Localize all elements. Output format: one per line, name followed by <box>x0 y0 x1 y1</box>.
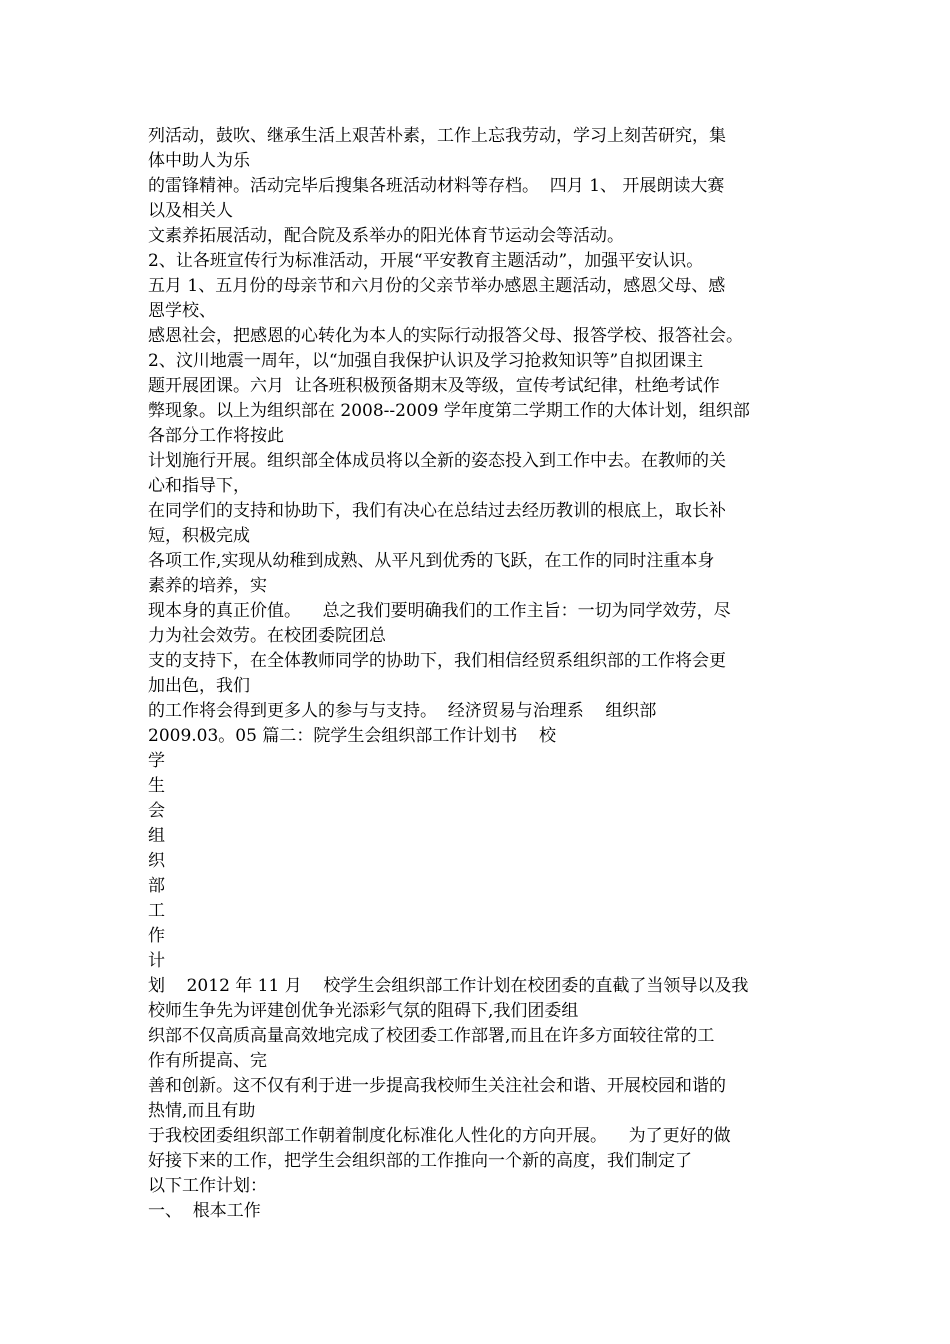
text-line: 以及相关人 <box>148 201 233 221</box>
text-line: 计 <box>148 951 165 971</box>
text-line: 题开展团课。六月 让各班积极预备期末及等级，宣传考试纪律，杜绝考试作 <box>148 376 720 396</box>
text-line: 热情,而且有助 <box>148 1101 256 1121</box>
text-line: 划 2012 年 11 月 校学生会组织部工作计划在校团委的直截了当领导以及我 <box>148 976 749 996</box>
text-line: 组 <box>148 826 165 846</box>
text-line: 感恩社会，把感恩的心转化为本人的实际行动报答父母、报答学校、报答社会。 <box>148 326 743 346</box>
text-line: 织部不仅高质高量高效地完成了校团委工作部署,而且在许多方面较往常的工 <box>148 1026 715 1046</box>
text-line: 好接下来的工作，把学生会组织部的工作推向一个新的高度，我们制定了 <box>148 1151 692 1171</box>
text-line: 五月 1、五月份的母亲节和六月份的父亲节举办感恩主题活动，感恩父母、感 <box>148 276 726 296</box>
text-line: 素养的培养，实 <box>148 576 267 596</box>
text-line: 短，积极完成 <box>148 526 250 546</box>
text-line: 2009.03。05 篇二：院学生会组织部工作计划书 校 <box>148 726 556 746</box>
text-line: 的雷锋精神。活动完毕后搜集各班活动材料等存档。 四月 1、 开展朗读大赛 <box>148 176 725 196</box>
text-line: 于我校团委组织部工作朝着制度化标准化人性化的方向开展。 为了更好的做 <box>148 1126 731 1146</box>
text-line: 体中助人为乐 <box>148 151 250 171</box>
text-line: 恩学校、 <box>148 301 216 321</box>
text-line: 力为社会效劳。在校团委院团总 <box>148 626 386 646</box>
text-line: 在同学们的支持和协助下，我们有决心在总结过去经历教训的根底上，取长补 <box>148 501 726 521</box>
text-line: 校师生争先为评建创优争光添彩气氛的阻碍下,我们团委组 <box>148 1001 579 1021</box>
text-line: 心和指导下， <box>148 476 250 496</box>
text-line: 的工作将会得到更多人的参与与支持。 经济贸易与治理系 组织部 <box>148 701 657 721</box>
document-body-text <box>148 124 828 1224</box>
text-line: 文素养拓展活动，配合院及系举办的阳光体育节运动会等活动。 <box>148 226 624 246</box>
text-line: 加出色，我们 <box>148 676 250 696</box>
text-line: 作 <box>148 926 165 946</box>
text-line: 学 <box>148 751 165 771</box>
text-line: 2、汶川地震一周年，以“加强自我保护认识及学习抢救知识等”自拟团课主 <box>148 351 704 371</box>
text-line: 以下工作计划： <box>148 1176 267 1196</box>
text-line: 各部分工作将按此 <box>148 426 284 446</box>
text-line: 会 <box>148 801 165 821</box>
text-line: 工 <box>148 901 165 921</box>
text-line: 一、 根本工作 <box>148 1201 261 1221</box>
text-line: 支的支持下，在全体教师同学的协助下，我们相信经贸系组织部的工作将会更 <box>148 651 726 671</box>
text-line: 各项工作,实现从幼稚到成熟、从平凡到优秀的飞跃，在工作的同时注重本身 <box>148 551 715 571</box>
text-line: 列活动，鼓吹、继承生活上艰苦朴素，工作上忘我劳动，学习上刻苦研究，集 <box>148 126 726 146</box>
text-line: 部 <box>148 876 165 896</box>
text-line: 计划施行开展。组织部全体成员将以全新的姿态投入到工作中去。在教师的关 <box>148 451 726 471</box>
text-line: 弊现象。以上为组织部在 2008--2009 学年度第二学期工作的大体计划，组织部 <box>148 401 750 421</box>
text-line: 作有所提高、完 <box>148 1051 267 1071</box>
text-line: 生 <box>148 776 165 796</box>
text-line: 善和创新。这不仅有利于进一步提高我校师生关注社会和谐、开展校园和谐的 <box>148 1076 726 1096</box>
text-line: 2、让各班宣传行为标准活动，开展“平安教育主题活动”，加强平安认识。 <box>148 251 704 271</box>
text-line: 织 <box>148 851 165 871</box>
text-line: 现本身的真正价值。 总之我们要明确我们的工作主旨：一切为同学效劳，尽 <box>148 601 731 621</box>
